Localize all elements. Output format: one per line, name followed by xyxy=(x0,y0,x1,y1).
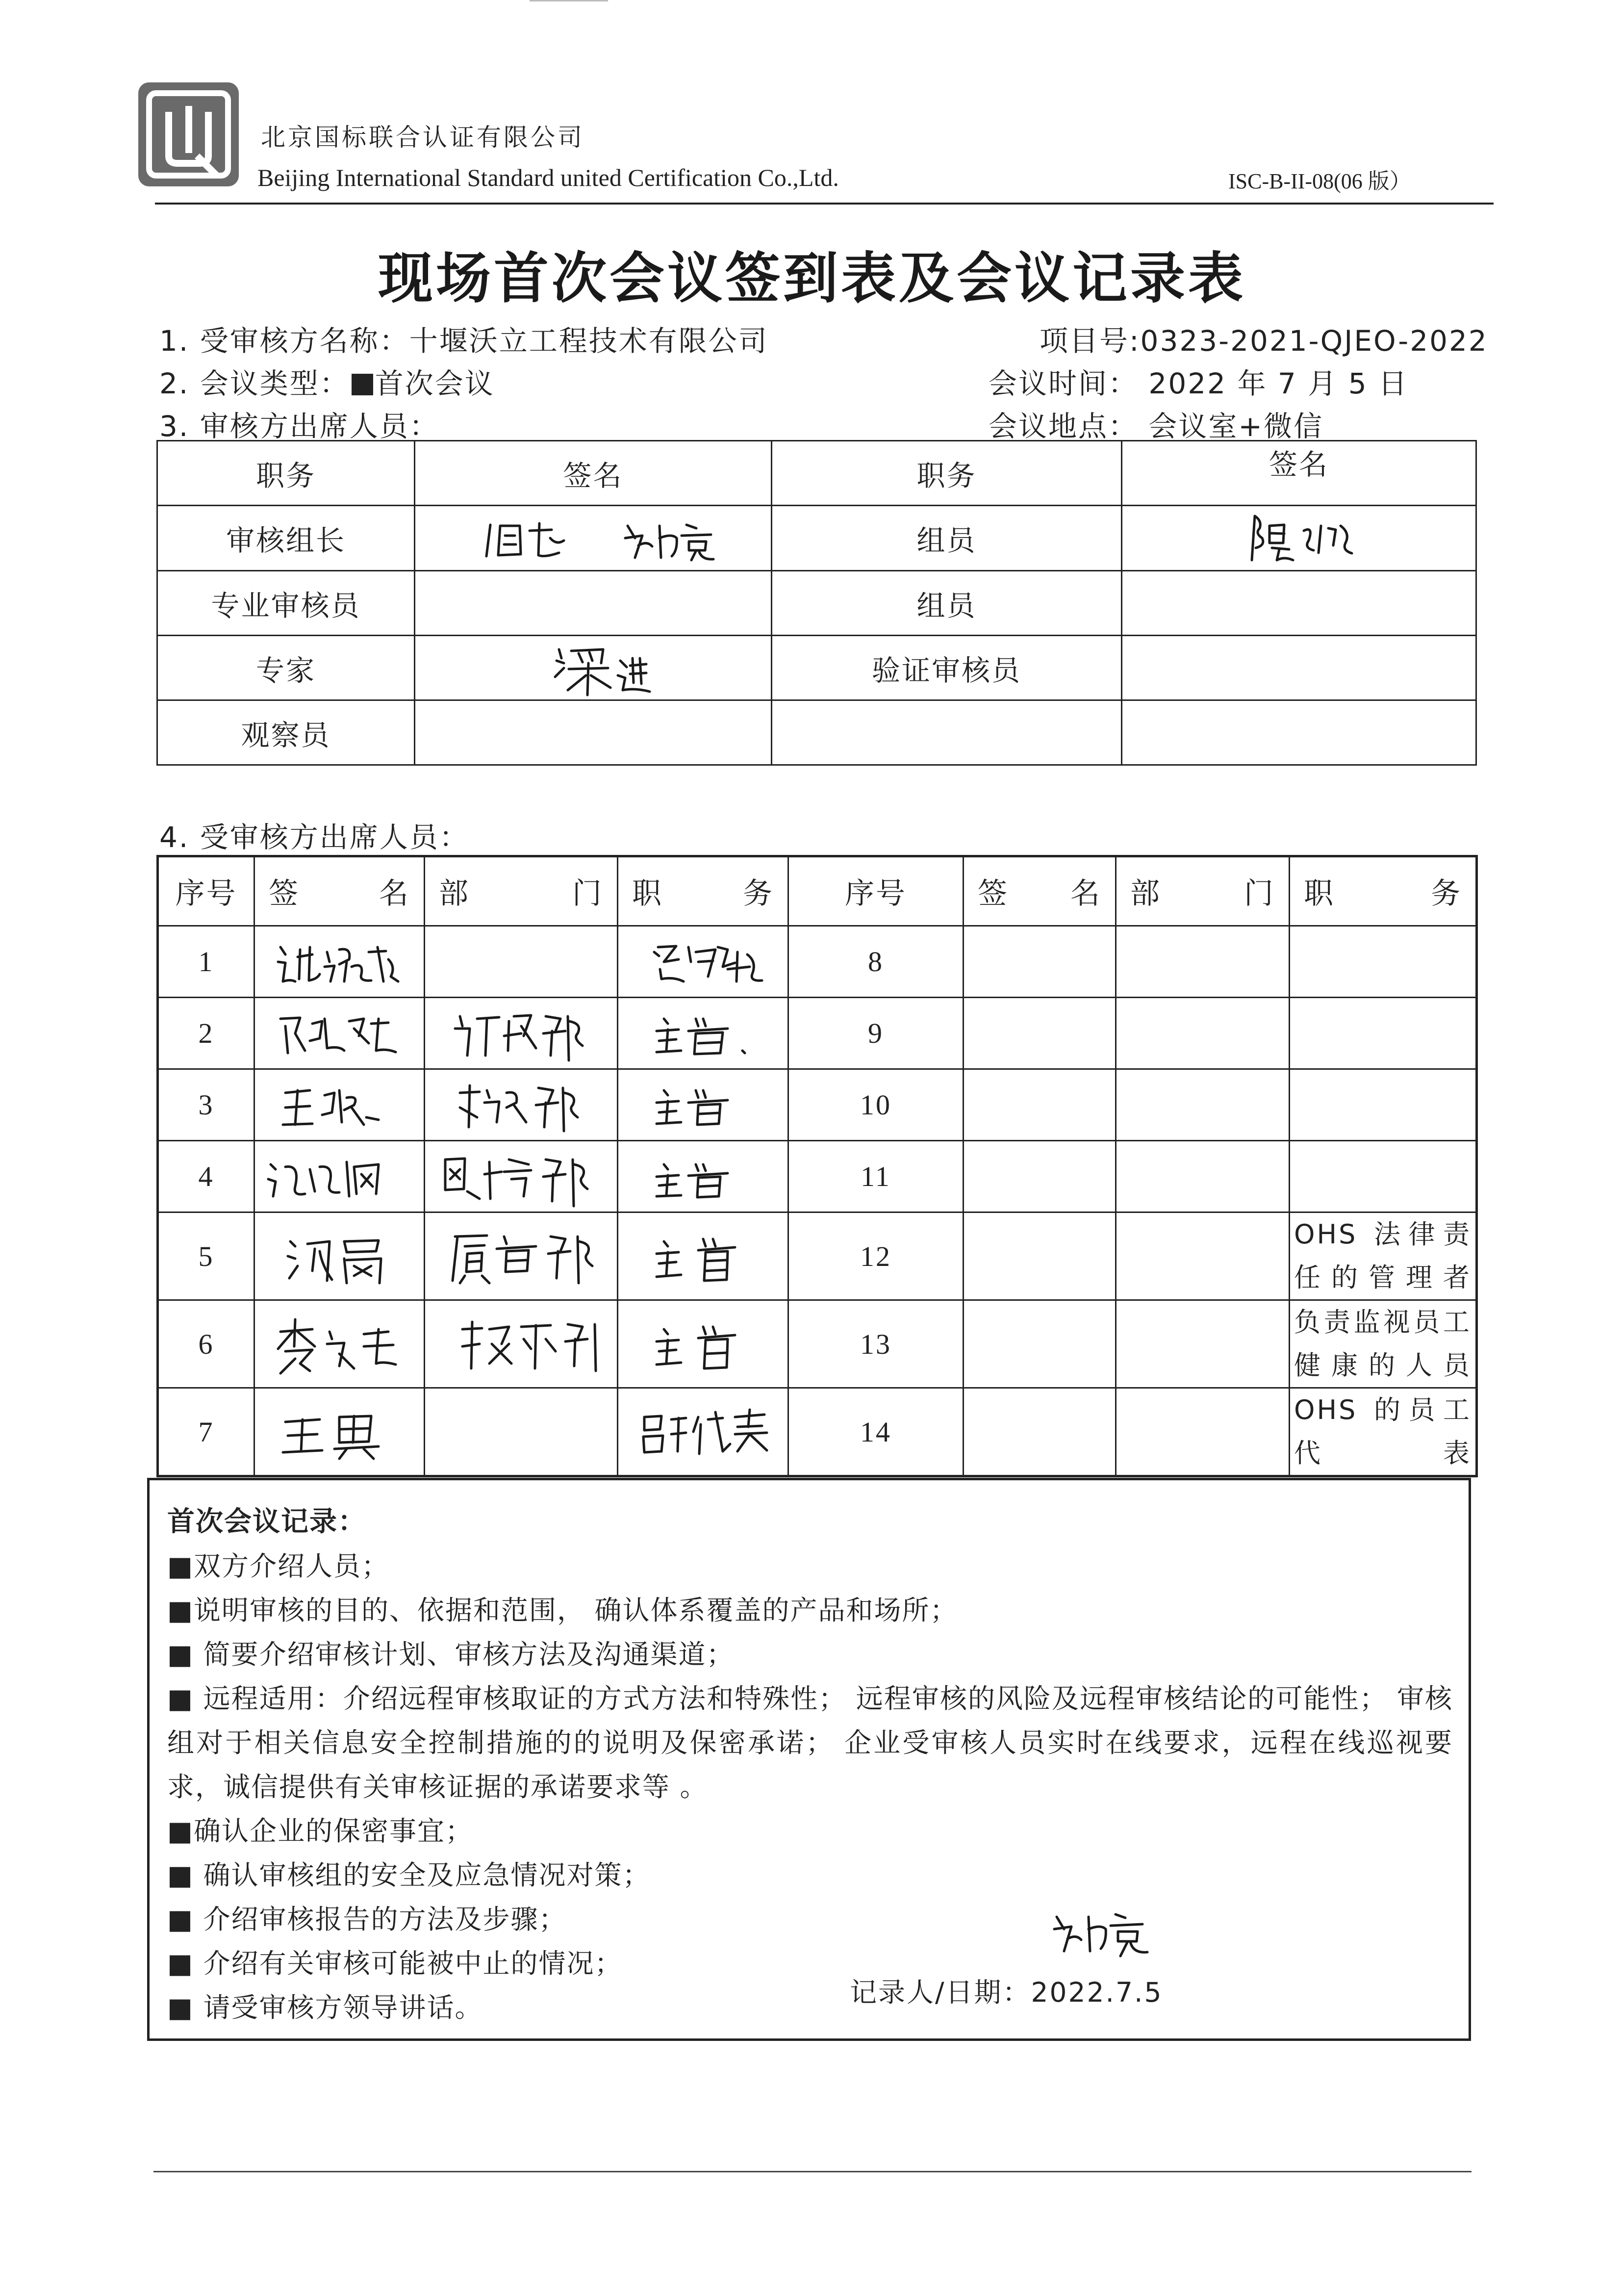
handwritten-text xyxy=(438,1310,605,1378)
handwritten-signature xyxy=(530,639,657,697)
recorder-date: 记录人/日期：2022.7.5 xyxy=(850,1977,1163,2008)
handwritten-signature xyxy=(266,1004,413,1063)
seq-cell: 3 xyxy=(158,1069,254,1141)
table-row xyxy=(157,571,1476,636)
signature-cell xyxy=(1122,571,1476,636)
handwritten-text xyxy=(440,1073,602,1137)
handwritten-text xyxy=(426,1145,617,1209)
signature-cell xyxy=(1122,636,1476,700)
table-row xyxy=(158,1069,1477,1141)
dept-cell xyxy=(425,1141,618,1212)
auditee-attendance-table xyxy=(156,855,1478,1477)
dept-cell xyxy=(1116,1300,1290,1388)
table-row xyxy=(157,700,1476,765)
page-title: 现场首次会议签到表及会议记录表 xyxy=(378,247,1246,310)
header-cell-sign: 签名 xyxy=(1122,441,1476,506)
table-row xyxy=(158,926,1477,998)
position-cell xyxy=(618,1300,788,1388)
handwritten-signature xyxy=(266,932,413,991)
header-text: 部 xyxy=(439,876,470,911)
company-name-en: Beijing International Standard united Certification Co.,Ltd. xyxy=(257,164,839,191)
signature-cell xyxy=(964,1141,1116,1212)
position-cell xyxy=(618,926,788,998)
handwritten-text xyxy=(630,932,777,991)
scan-edge-mark xyxy=(530,0,608,1)
table-row xyxy=(157,636,1476,700)
dept-cell xyxy=(1116,1141,1290,1212)
seq-cell: 5 xyxy=(158,1212,254,1300)
meeting-type xyxy=(159,361,495,402)
header-text: 务 xyxy=(1431,876,1462,911)
checked-box-icon xyxy=(352,374,373,395)
dept-cell xyxy=(425,1212,618,1300)
header-cell-position xyxy=(1290,856,1477,926)
seq-cell: 6 xyxy=(158,1300,254,1388)
dept-cell xyxy=(425,998,618,1069)
seq-cell: 10 xyxy=(788,1069,964,1141)
handwritten-signature xyxy=(266,1310,413,1378)
handwritten-signature xyxy=(261,1147,418,1206)
signature-cell xyxy=(415,700,772,765)
position-cell: OHS 的员工代表 xyxy=(1290,1388,1477,1476)
signature-cell xyxy=(964,998,1116,1069)
footer-divider xyxy=(153,2171,1472,2172)
header-text: 职 xyxy=(1304,876,1335,911)
dept-cell xyxy=(425,926,618,998)
minutes-item: ■ 介绍有关审核可能被中止的情况； xyxy=(167,1948,623,1979)
position-cell xyxy=(618,1212,788,1300)
header-text: 门 xyxy=(572,876,603,911)
position-cell xyxy=(1290,1141,1477,1212)
minutes-item: ■ 介绍审核报告的方法及步骤； xyxy=(167,1904,567,1935)
signature-cell xyxy=(254,1069,425,1141)
minutes-item: ■双方介绍人员； xyxy=(167,1550,389,1582)
header-cell-seq: 序号 xyxy=(788,856,964,926)
handwritten-signature xyxy=(1235,506,1363,570)
auditor-attendance-table xyxy=(156,440,1477,766)
role-cell: 组员 xyxy=(772,571,1122,636)
minutes-title: 首次会议记录： xyxy=(167,1506,366,1538)
position-cell xyxy=(618,998,788,1069)
signature-cell xyxy=(964,1212,1116,1300)
signature-cell xyxy=(415,571,772,636)
seq-cell: 7 xyxy=(158,1388,254,1476)
header-cell-dept xyxy=(1116,856,1290,926)
table-row xyxy=(157,506,1476,571)
meeting-time: 会议时间： 2022 年 7 月 5 日 xyxy=(989,367,1409,400)
header-cell-position xyxy=(618,856,788,926)
signature-cell xyxy=(1122,700,1476,765)
minutes-item: ■ 简要介绍审核计划、审核方法及沟通渠道； xyxy=(167,1639,735,1670)
seq-cell: 8 xyxy=(788,926,964,998)
auditee-attendees-label: 4. 受审核方出席人员： xyxy=(159,821,469,854)
position-cell xyxy=(618,1069,788,1141)
signature-cell xyxy=(254,1141,425,1212)
table-row xyxy=(158,998,1477,1069)
recorder-signature xyxy=(1042,1902,1169,1966)
dept-cell xyxy=(425,1388,618,1476)
handwritten-text xyxy=(630,1147,777,1206)
signature-cell xyxy=(1122,506,1476,571)
project-number: 项目号:0323-2021-QJEO-2022 xyxy=(1040,324,1488,358)
header-text: 名 xyxy=(1070,876,1101,911)
header-cell-sign xyxy=(254,856,425,926)
seq-cell: 14 xyxy=(788,1388,964,1476)
signature-cell xyxy=(415,506,772,571)
meeting-type-label: 2. 会议类型： xyxy=(159,367,350,400)
signature-cell xyxy=(964,1069,1116,1141)
position-cell: 负责监视员工健康的人员 xyxy=(1290,1300,1477,1388)
seq-cell: 11 xyxy=(788,1141,964,1212)
company-logo-icon xyxy=(138,82,239,186)
position-cell: OHS 法律责任的管理者 xyxy=(1290,1212,1477,1300)
table-row xyxy=(158,1141,1477,1212)
signature-cell xyxy=(254,1388,425,1476)
handwritten-text xyxy=(625,1397,782,1466)
position-cell xyxy=(1290,926,1477,998)
dept-cell xyxy=(1116,1212,1290,1300)
minutes-item: ■ 确认审核组的安全及应急情况对策； xyxy=(167,1859,651,1891)
role-cell: 审核组长 xyxy=(157,506,415,571)
handwritten-signature xyxy=(266,1076,413,1134)
seq-cell: 1 xyxy=(158,926,254,998)
header-cell-sign: 签名 xyxy=(415,441,772,506)
dept-cell xyxy=(425,1069,618,1141)
minutes-content xyxy=(167,1500,1453,2030)
signature-cell xyxy=(415,636,772,700)
seq-cell: 12 xyxy=(788,1212,964,1300)
role-cell: 验证审核员 xyxy=(772,636,1122,700)
seq-cell: 2 xyxy=(158,998,254,1069)
table-row xyxy=(158,1388,1477,1476)
signature-cell xyxy=(964,1300,1116,1388)
signature-cell xyxy=(254,1212,425,1300)
handwritten-signature xyxy=(266,1222,413,1290)
minutes-item: ■说明审核的目的、依据和范围， 确认体系覆盖的产品和场所； xyxy=(167,1595,958,1626)
signature-cell xyxy=(964,926,1116,998)
handwritten-signature xyxy=(266,1397,413,1466)
auditee-name: 1. 受审核方名称：十堰沃立工程技术有限公司 xyxy=(159,324,768,358)
meeting-place: 会议地点： 会议室+微信 xyxy=(989,410,1324,443)
header-cell-dept xyxy=(425,856,618,926)
handwritten-text xyxy=(630,1310,777,1378)
handwritten-text xyxy=(440,1002,602,1065)
position-cell xyxy=(618,1388,788,1476)
meeting-minutes-box xyxy=(147,1478,1471,2041)
position-cell xyxy=(618,1141,788,1212)
signature-cell xyxy=(254,998,425,1069)
dept-cell xyxy=(1116,1069,1290,1141)
dept-cell xyxy=(1116,926,1290,998)
handwritten-text xyxy=(630,1222,777,1290)
table-header-row xyxy=(158,856,1477,926)
role-cell: 组员 xyxy=(772,506,1122,571)
header-text: 签 xyxy=(978,876,1009,911)
company-name-cn: 北京国标联合认证有限公司 xyxy=(261,124,584,151)
seq-cell: 4 xyxy=(158,1141,254,1212)
table-row xyxy=(158,1300,1477,1388)
role-cell: 专业审核员 xyxy=(157,571,415,636)
header-text: 务 xyxy=(743,876,774,911)
signature-cell xyxy=(254,926,425,998)
role-cell xyxy=(772,700,1122,765)
handwritten-signature xyxy=(466,511,721,565)
position-cell xyxy=(1290,1069,1477,1141)
header-divider xyxy=(155,203,1494,205)
seq-cell: 9 xyxy=(788,998,964,1069)
header-text: 门 xyxy=(1244,876,1275,911)
header-text: 名 xyxy=(379,876,410,911)
handwritten-text xyxy=(438,1222,605,1290)
meeting-type-value: 首次会议 xyxy=(375,367,495,400)
handwritten-text xyxy=(630,1076,777,1134)
minutes-item: ■ 请受审核方领导讲话。 xyxy=(167,1992,483,2023)
header-cell-seq: 序号 xyxy=(158,856,254,926)
header-cell-role: 职务 xyxy=(772,441,1122,506)
dept-cell xyxy=(425,1300,618,1388)
header-text: 职 xyxy=(632,876,663,911)
table-header-row xyxy=(157,441,1476,506)
signature-cell xyxy=(964,1388,1116,1476)
position-cell xyxy=(1290,998,1477,1069)
role-cell: 专家 xyxy=(157,636,415,700)
dept-cell xyxy=(1116,1388,1290,1476)
header-cell-role: 职务 xyxy=(157,441,415,506)
header-text: 签 xyxy=(269,876,300,911)
signature-cell xyxy=(254,1300,425,1388)
minutes-item: ■确认企业的保密事宜； xyxy=(167,1815,473,1847)
dept-cell xyxy=(1116,998,1290,1069)
role-cell: 观察员 xyxy=(157,700,415,765)
auditor-attendees-label: 3. 审核方出席人员： xyxy=(159,410,439,443)
header-cell-sign xyxy=(964,856,1116,926)
table-row xyxy=(158,1212,1477,1300)
seq-cell: 13 xyxy=(788,1300,964,1388)
handwritten-text xyxy=(630,1004,777,1063)
document-code: ISC-B-II-08(06 版） xyxy=(1228,169,1411,193)
minutes-item: ■ 远程适用：介绍远程审核取证的方式方法和特殊性； 远程审核的风险及远程审核结论的可能性； 审核组对于相关信息安全控制措施的的说明及保密承诺； 企业受审核人员实时在线要求，远程在线巡视要求，诚信提供有关审核证据的承诺要求等 。 xyxy=(167,1683,1453,1803)
header-text: 部 xyxy=(1130,876,1161,911)
